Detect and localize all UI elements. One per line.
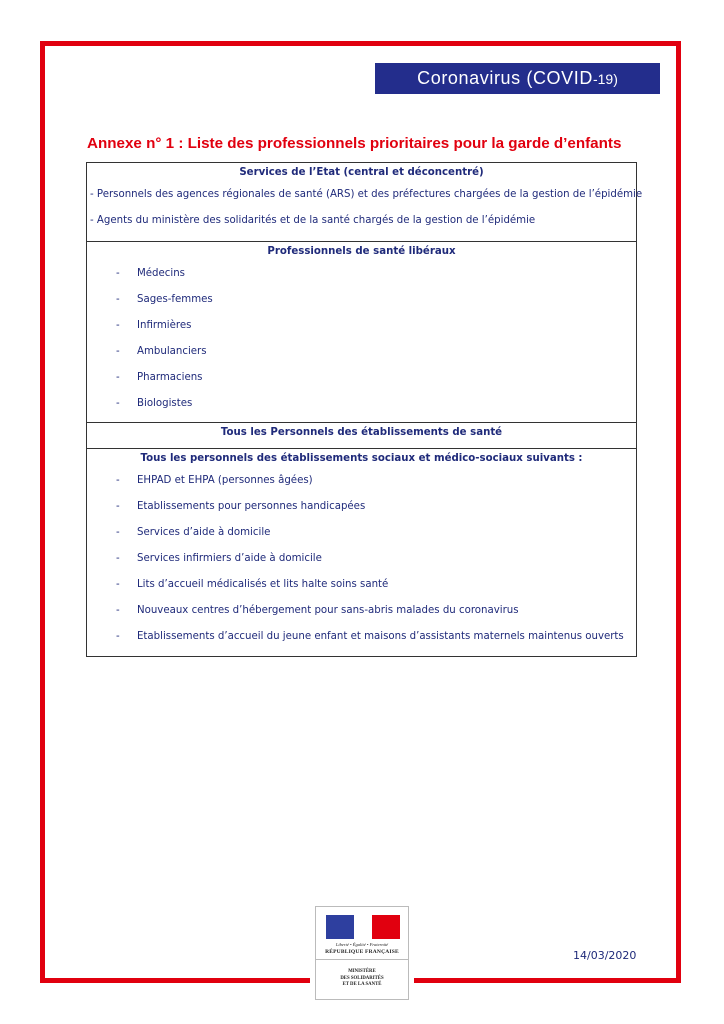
list-item-label: Infirmières bbox=[137, 320, 192, 331]
list-item bbox=[87, 313, 636, 339]
list-item-label: Ambulanciers bbox=[137, 346, 207, 357]
list-item-label: Nouveaux centres d’hébergement pour sans-abris malades du coronavirus bbox=[137, 605, 519, 616]
document-date: 14/03/2020 bbox=[573, 949, 637, 962]
page-frame-top bbox=[40, 41, 681, 46]
list-item bbox=[87, 261, 636, 287]
bullet-dash: - bbox=[116, 268, 120, 279]
list-item-label: Médecins bbox=[137, 268, 185, 279]
list-item bbox=[87, 339, 636, 365]
list-item bbox=[87, 520, 636, 546]
section-header: Services de l’Etat (central et déconcentré) bbox=[239, 167, 484, 178]
list-item-label: Services infirmiers d’aide à domicile bbox=[137, 553, 322, 564]
list-item-label: EHPAD et EHPA (personnes âgées) bbox=[137, 475, 313, 486]
list-item bbox=[87, 624, 636, 650]
bullet-dash: - bbox=[116, 501, 120, 512]
list-item-label: Services d’aide à domicile bbox=[137, 527, 271, 538]
logo-ministry bbox=[316, 969, 408, 989]
list-item-label: Sages-femmes bbox=[137, 294, 213, 305]
ministry-logo bbox=[315, 906, 409, 1000]
logo-ministry-line: ET DE LA SANTÉ bbox=[342, 982, 382, 987]
bullet-dash: - bbox=[116, 398, 120, 409]
bullet-dash: - bbox=[116, 320, 120, 331]
list-item-label: Lits d’accueil médicalisés et lits halte soins santé bbox=[137, 579, 389, 590]
section-etablissements-sante bbox=[87, 423, 636, 449]
bullet-dash: - bbox=[116, 579, 120, 590]
list-item bbox=[87, 391, 636, 417]
list-item-label: Biologistes bbox=[137, 398, 193, 409]
logo-ministry-line: MINISTÈRE bbox=[348, 969, 376, 974]
list-item bbox=[87, 598, 636, 624]
list-item-label: Etablissements d’accueil du jeune enfant et maisons d’assistants maternels maintenus ouverts bbox=[137, 631, 624, 642]
list-item bbox=[87, 494, 636, 520]
logo-republic: RÉPUBLIQUE FRANÇAISE bbox=[325, 949, 399, 955]
section-services-etat bbox=[87, 163, 643, 242]
banner-title: Coronavirus (COVID bbox=[417, 68, 593, 88]
bullet-dash: - bbox=[116, 372, 120, 383]
bullet-dash: - bbox=[116, 631, 120, 642]
list-item-label: Pharmaciens bbox=[137, 372, 203, 383]
bullet-dash: - bbox=[116, 294, 120, 305]
list-item bbox=[87, 572, 636, 598]
page-frame-left bbox=[40, 41, 45, 983]
page-frame-bottom-right bbox=[414, 978, 681, 983]
covid-banner bbox=[375, 63, 660, 94]
page-frame-right bbox=[676, 41, 681, 983]
bullet-dash: - bbox=[116, 475, 120, 486]
section-header: Tous les Personnels des établissements de santé bbox=[220, 427, 503, 438]
section-line: - Personnels des agences régionales de santé (ARS) et des préfectures chargées de la gestion de l’épidémie bbox=[90, 189, 643, 200]
list-item bbox=[87, 546, 636, 572]
section-medico-sociaux bbox=[87, 449, 636, 656]
logo-motto: Liberté • Égalité • Fraternité bbox=[335, 942, 389, 947]
list-item bbox=[87, 468, 636, 494]
marianne-flag-icon bbox=[326, 915, 400, 939]
section-professionnels-liberaux bbox=[87, 242, 636, 423]
section-header: Professionnels de santé libéraux bbox=[267, 246, 456, 257]
annex-title: Annexe n° 1 : Liste des professionnels prioritaires pour la garde d’enfants bbox=[87, 135, 622, 152]
priority-professionals-table bbox=[86, 162, 643, 657]
section-line: - Agents du ministère des solidarités et de la santé chargés de la gestion de l’épidémie bbox=[90, 215, 536, 226]
list-item-label: Etablissements pour personnes handicapées bbox=[137, 501, 366, 512]
bullet-dash: - bbox=[116, 346, 120, 357]
logo-ministry-line: DES SOLIDARITÉS bbox=[340, 975, 384, 981]
bullet-dash: - bbox=[116, 553, 120, 564]
bullet-dash: - bbox=[116, 527, 120, 538]
list-item bbox=[87, 365, 636, 391]
section-header: Tous les personnels des établissements sociaux et médico-sociaux suivants : bbox=[140, 453, 583, 464]
logo-divider bbox=[316, 959, 408, 960]
list-item bbox=[87, 287, 636, 313]
banner-title-suffix: -19) bbox=[592, 70, 618, 87]
page-frame-bottom-left bbox=[40, 978, 310, 983]
bullet-dash: - bbox=[116, 605, 120, 616]
